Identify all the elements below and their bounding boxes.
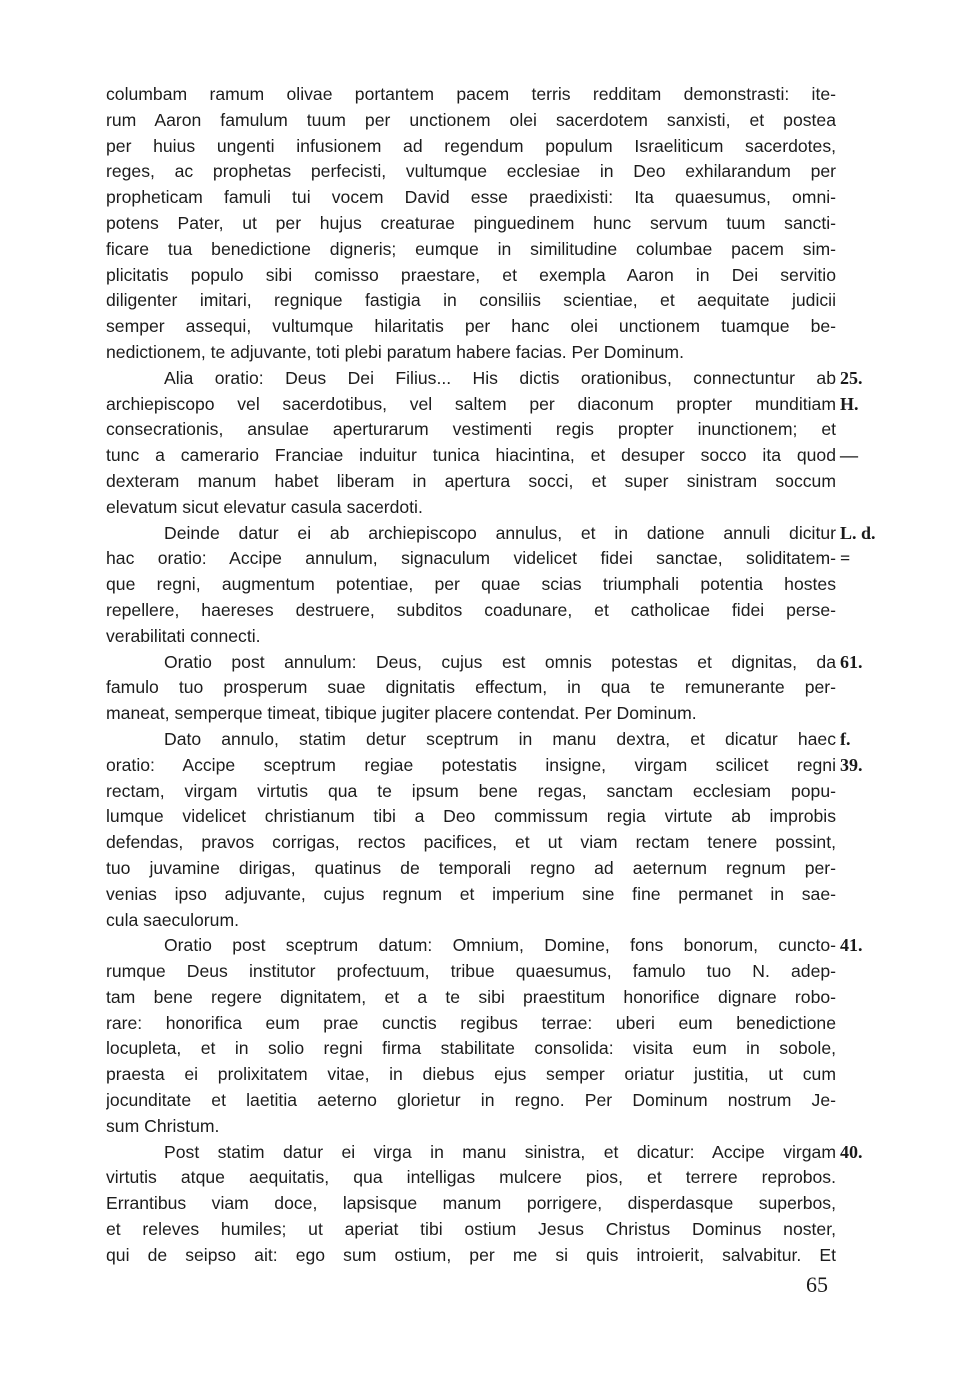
text-line: reges, ac prophetas perfecisti, vultumque ecclesiae in Deo exhilarandum per — [106, 161, 836, 182]
text-line: oratio: Accipe sceptrum regiae potestatis insigne, virgam scilicet regni — [106, 754, 836, 775]
body-text — [106, 82, 836, 1269]
text-line: verabilitati connecti. — [106, 625, 261, 646]
text-line: elevatum sicut elevatur casula sacerdoti. — [106, 496, 423, 517]
margin-note: 41. — [840, 935, 863, 956]
text-line: venias ipso adjuvante, cujus regnum et imperium sine fine permanet in sae- — [106, 883, 836, 904]
text-line: rum Aaron famulum tuum per unctionem olei sacerdotem sanxisti, et postea — [106, 109, 836, 130]
text-line: qui de seipso ait: ego sum ostium, per me si quis introierit, salvabitur. Et — [106, 1244, 836, 1265]
margin-note: 61. — [840, 651, 863, 672]
text-line: plicitatis populo sibi comisso praestare, et exempla Aaron in Dei servitio — [106, 264, 836, 285]
text-line: propheticam famuli tui vocem David esse praedixisti: Ita quaesumus, omni- — [106, 187, 836, 208]
text-line: Alia oratio: Deus Dei Filius... His dictis orationibus, connectuntur ab — [164, 367, 836, 388]
text-line: defendas, pravos corrigas, rectos pacifices, et ut viam rectam tenere possint, — [106, 832, 836, 853]
text-line: Oratio post sceptrum datum: Omnium, Domine, fons bonorum, cuncto- — [164, 935, 836, 956]
text-line: columbam ramum olivae portantem pacem terris redditam demonstrasti: ite- — [106, 84, 836, 104]
text-line: per huius ungenti infusionem ad regendum populum Israeliticum sacerdotes, — [106, 135, 836, 156]
text-line: et releves humiles; ut aperiat tibi ostium Jesus Christus Dominus noster, — [106, 1219, 836, 1240]
text-line: consecrationis, ansulae aperturarum vestimenti regis propter inunctionem; et — [106, 419, 836, 440]
text-line: ficare tua benedictione digneris; eumque in similitudine columbae pacem sim- — [106, 238, 836, 259]
text-line: diligenter imitari, regnique fastigia in consiliis scientiae, et aequitate judicii — [106, 290, 836, 311]
margin-note: f. — [840, 729, 851, 749]
text-line: lumque videlicet christianum tibi a Deo commissum regia virtute ab improbis — [106, 806, 836, 827]
text-line: praesta ei prolixitatem vitae, in diebus ejus semper oriatur justitia, ut cum — [106, 1064, 836, 1085]
text-line: rectam, virgam virtutis qua te ipsum bene regas, sanctam ecclesiam popu- — [106, 780, 836, 801]
margin-note: H. — [840, 393, 859, 414]
text-line: Deinde datur ei ab archiepiscopo annulus, et in datione annuli dicitur — [164, 522, 836, 543]
text-line: tuo juvamine dirigas, quatinus de temporali regno ad aeternum regnum per- — [106, 857, 836, 878]
text-line: dexteram manum habet liberam in apertura socci, et super sinistram soccum — [106, 470, 836, 491]
margin-note: L. d. — [840, 522, 876, 543]
text-line: famulo tuo prosperum suae dignitatis effectum, in qua te remunerante per- — [106, 677, 836, 698]
text-line: sum Christum. — [106, 1115, 220, 1136]
text-line: semper assequi, vultumque hilaritatis per hanc olei unctionem tuamque be- — [106, 316, 836, 337]
page-number: 65 — [806, 1272, 828, 1297]
text-line: tunc a camerario Franciae induitur tunica hiacintina, et desuper socco ita quod — [106, 445, 836, 466]
margin-note: 40. — [840, 1141, 863, 1162]
margin-note: 25. — [840, 367, 863, 388]
text-line: jocunditate et laetitia aeterno glorietur in regno. Per Dominum nostrum Je- — [106, 1090, 836, 1111]
text-line: que regni, augmentum potentiae, per quae scias triumphali potentia hostes — [106, 574, 836, 595]
text-line: cula saeculorum. — [106, 909, 239, 930]
margin-note: 39. — [840, 754, 863, 775]
margin-note: = — [840, 548, 851, 569]
text-line: virtutis atque aequitatis, qua intelligas mulcere pios, et terrere reprobos. — [106, 1167, 836, 1188]
text-line: rare: honorifica eum prae cunctis regibus terrae: uberi eum benedictione — [106, 1012, 836, 1033]
text-line: Errantibus viam doce, lapsisque manum porrigere, disperdasque superbos, — [106, 1193, 836, 1214]
text-line: maneat, semperque timeat, tibique jugiter placere contendat. Per Dominum. — [106, 703, 697, 724]
text-line: Dato annulo, statim detur sceptrum in manu dextra, et dicatur haec — [164, 728, 836, 749]
text-line: tam bene regere dignitatem, et a te sibi praestitum honorifice dignare robo- — [106, 986, 836, 1007]
text-line: Post statim datur ei virga in manu sinistra, et dicatur: Accipe virgam — [164, 1141, 836, 1162]
text-line: hac oratio: Accipe annulum, signaculum videlicet fidei sanctae, soliditatem- — [106, 548, 836, 569]
text-line: archiepiscopo vel sacerdotibus, vel saltem per diaconum propter munditiam — [106, 393, 836, 414]
text-line: rumque Deus institutor profectuum, tribue quaesumus, famulo tuo N. adep- — [106, 961, 836, 982]
text-line: nedictionem, te adjuvante, toti plebi paratum habere facias. Per Dominum. — [106, 341, 684, 362]
margin-note: — — [840, 445, 858, 466]
text-line: repellere, haereses destruere, subditos coadunare, et catholicae fidei perse- — [106, 599, 836, 620]
text-line: locupleta, et in solio regni firma stabilitate consolida: visita eum in sobole, — [106, 1038, 836, 1059]
text-line: potens Pater, ut per hujus creaturae pinguedinem hunc servum tuum sancti- — [106, 212, 836, 233]
text-line: Oratio post annulum: Deus, cujus est omnis potestas et dignitas, da — [164, 651, 836, 672]
